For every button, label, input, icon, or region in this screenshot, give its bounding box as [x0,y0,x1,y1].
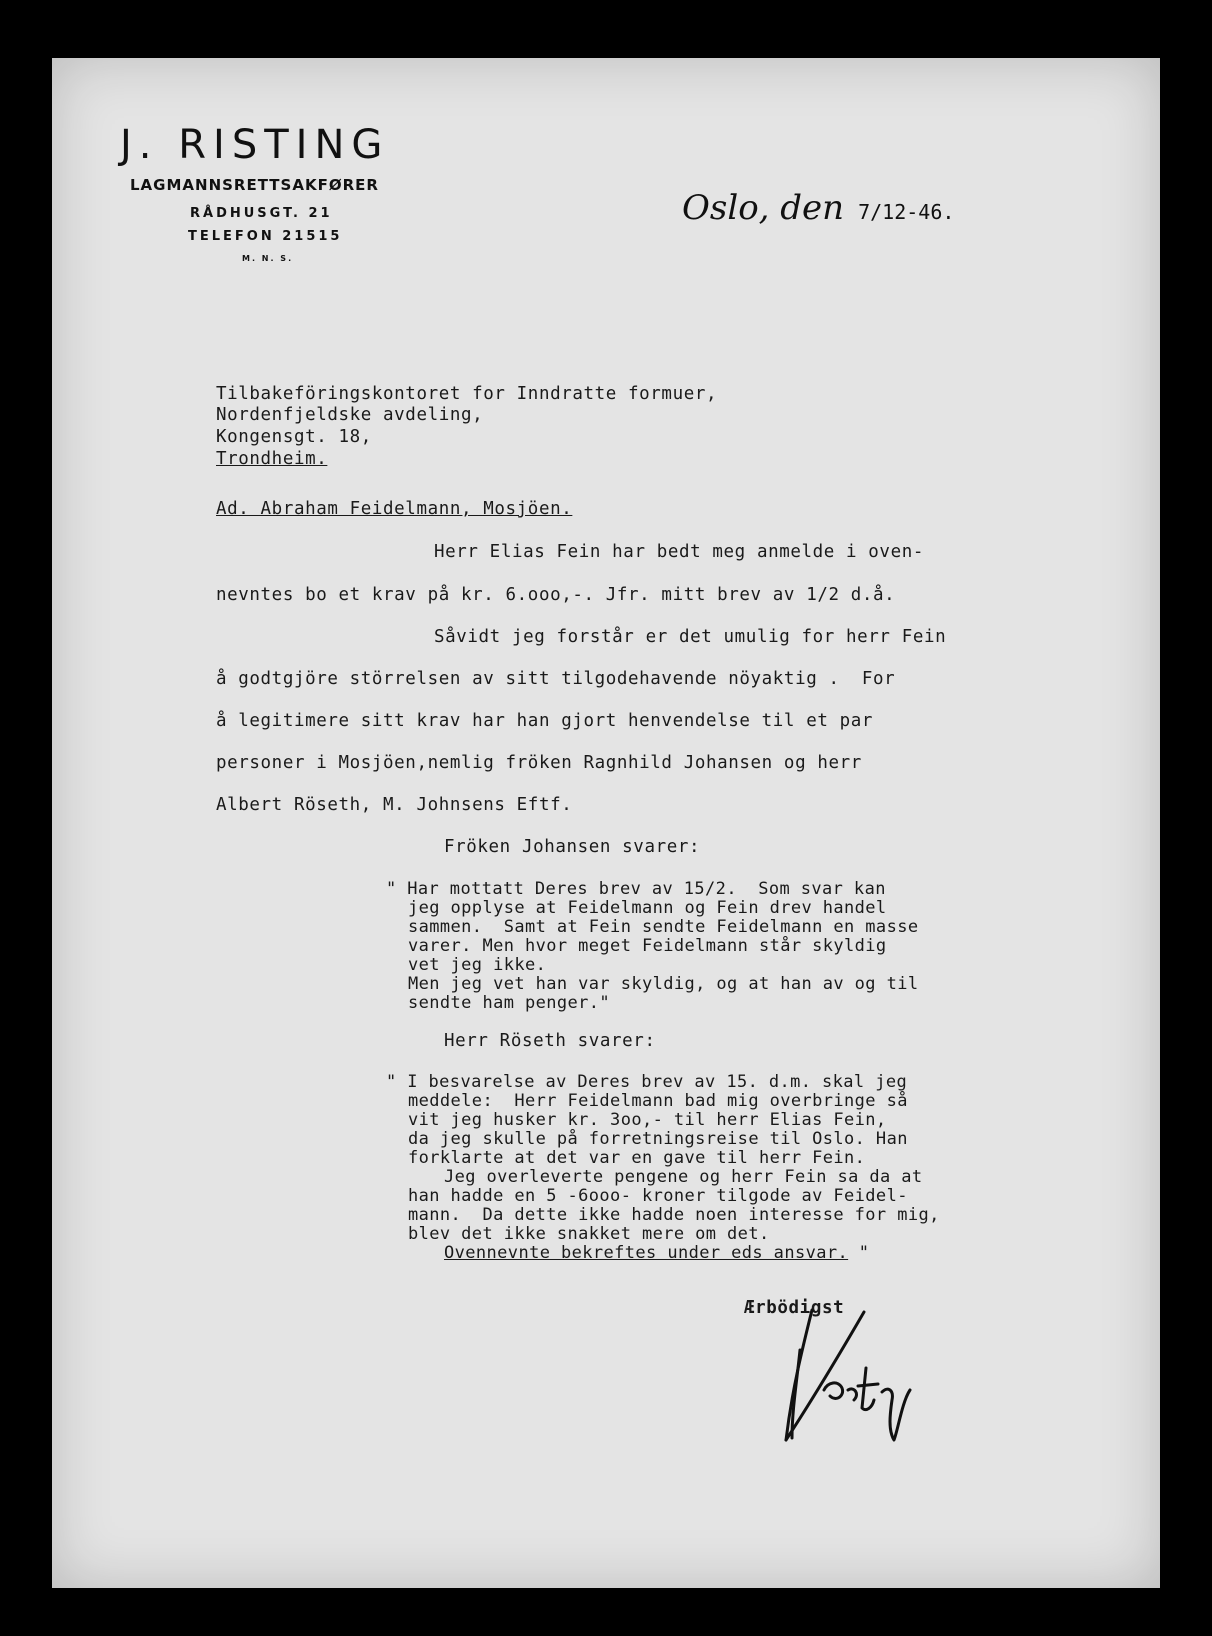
closing-salutation: Ærbödigst [744,1298,845,1318]
quote2-end-mark: " [858,1243,870,1263]
quote1-line: sendte ham penger." [408,993,611,1013]
quote1-intro: Fröken Johansen svarer: [444,837,701,857]
quote2-line: blev det ikke snakket mere om det. [408,1224,770,1244]
signature-image [742,1290,942,1450]
dateline [682,188,954,228]
quote2-closing: Ovennevnte bekreftes under eds ansvar. [444,1243,849,1263]
letterhead-title: LAGMANNSRETTSAKFØRER [130,176,379,194]
quote2-line: meddele: Herr Feidelmann bad mig overbringe så [408,1091,908,1111]
quote1-line: sammen. Samt at Fein sendte Feidelmann en masse [408,917,919,937]
quote1-line: varer. Men hvor meget Feidelmann står skyldig [408,936,887,956]
recipient-line: Kongensgt. 18, [216,427,372,447]
quote2-line: Jeg overleverte pengene og herr Fein sa da at [444,1167,923,1187]
body-line: å godtgjöre störrelsen av sitt tilgodehavende nöyaktig . For [216,669,896,689]
quote2-closing-line [444,1243,869,1263]
recipient-line: Nordenfjeldske avdeling, [216,405,484,425]
subject-line: Ad. Abraham Feidelmann, Mosjöen. [216,499,573,519]
quote2-line: da jeg skulle på forretningsreise til Oslo. Han [408,1129,908,1149]
recipient-city: Trondheim. [216,449,328,469]
quote2-line: han hadde en 5 -6ooo- kroner tilgode av Feidel- [408,1186,908,1206]
body-line: nevntes bo et krav på kr. 6.ooo,-. Jfr. mitt brev av 1/2 d.å. [216,585,896,605]
quote2-line: mann. Da dette ikke hadde noen interesse for mig, [408,1205,940,1225]
letter-page [52,58,1160,1588]
quote2-intro: Herr Röseth svarer: [444,1031,656,1051]
body-line: Såvidt jeg forstår er det umulig for herr Fein [434,627,947,647]
body-line: Herr Elias Fein har bedt meg anmelde i oven- [434,542,924,562]
quote1-line: " Har mottatt Deres brev av 15/2. Som svar kan [386,879,886,899]
date-place: Oslo, den [682,188,845,228]
letterhead-phone: TELEFON 21515 [188,229,343,244]
letterhead-address: RÅDHUSGT. 21 [190,206,333,221]
quote1-line: vet jeg ikke. [408,955,547,975]
recipient-line: Tilbakeföringskontoret for Inndratte formuer, [216,384,718,404]
quote2-line: vit jeg husker kr. 3oo,- til herr Elias Fein, [408,1110,887,1130]
quote1-line: jeg opplyse at Feidelmann og Fein drev handel [408,898,887,918]
body-line: Albert Röseth, M. Johnsens Eftf. [216,795,573,815]
body-line: å legitimere sitt krav har han gjort henvendelse til et par [216,711,874,731]
letterhead-name: J. RISTING [120,122,390,168]
quote1-line: Men jeg vet han var skyldig, og at han av og til [408,974,919,994]
quote2-line: forklarte at det var en gave til herr Fein. [408,1148,866,1168]
date-value: 7/12-46. [858,200,955,224]
letterhead-mns: M. N. S. [242,254,294,263]
body-line: personer i Mosjöen,nemlig fröken Ragnhild Johansen og herr [216,753,862,773]
quote2-line: " I besvarelse av Deres brev av 15. d.m. skal jeg [386,1072,908,1092]
